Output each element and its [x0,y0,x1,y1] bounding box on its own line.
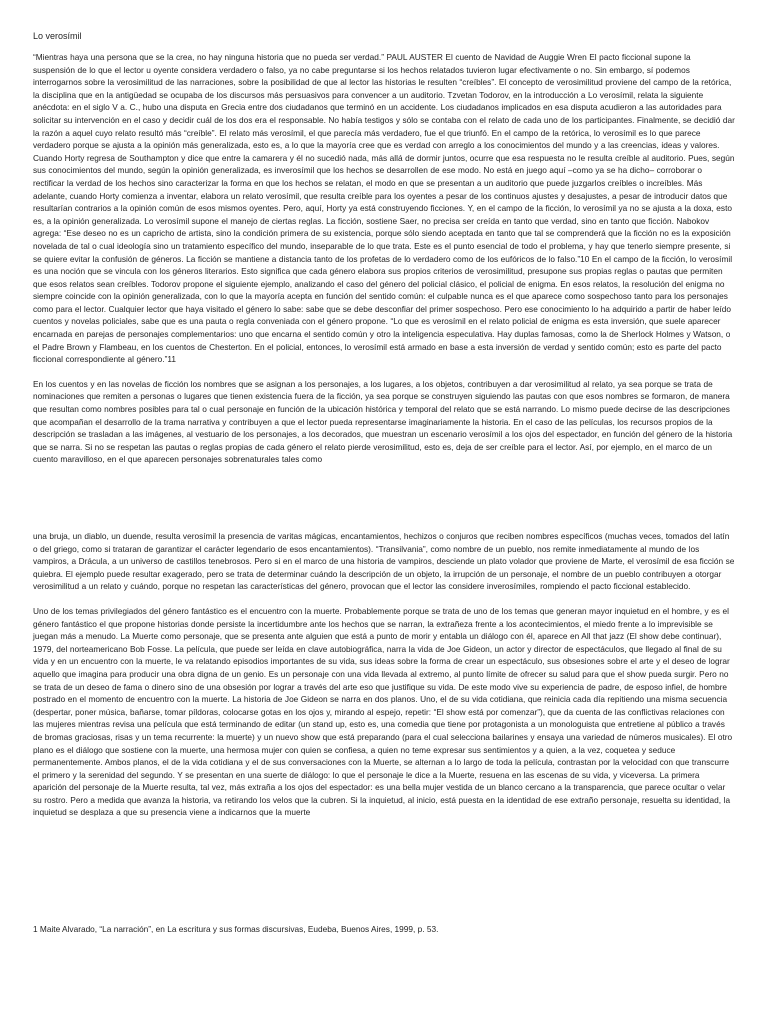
page-break-gap [33,478,735,530]
paragraph-verosimilitud-intro: “Mientras haya una persona que se la crea, no hay ninguna historia que no pueda ser verdad.” PAUL AUSTER El cuento de Navidad de Auggie Wren El pacto ficcional supone la suspensión de lo que el lector u oyente considera verdadero o falso, ya no cabe preguntarse si los hechos relatados tuvieron lugar efectivamente o no. Sin embargo, sí podemos interrogarnos sobre la verosimilitud de las narraciones, sobre la posibilidad de que al lector las historias le resulten “creíbles”. El concepto de verosimilitud proviene del campo de la retórica, la disciplina que en la antigüedad se ocupaba de los discursos más persuasivos para convencer a un auditorio. Tzvetan Todorov, en la introducción a Lo verosímil, relata la siguiente anécdota: en el siglo V a. C., hubo una disputa en Grecia entre dos ciudadanos que terminó en un accidente. Los ciudadanos implicados en esa disputa acudieron a las autoridades para solicitar su intervención en el caso y decidir cuál de los dos era el responsable. No había testigos y sólo se contaba con el relato de cada uno de los participantes. Finalmente, se decidió dar la razón a aquel cuyo relato resultó más “creíble”. El relato más verosímil, el que parecía más verdadero, fue el que triunfó. En el campo de la retórica, lo verosímil es lo que parece verdadero porque se ajusta a la opinión más generalizada, esto es, a lo que la mayoría cree que es verdad con arreglo a los conocimientos del mundo y a las creencias, ideas y valores. Cuando Horty regresa de Southampton y dice que entre la camarera y él no sucedió nada, más allá de dormir juntos, ocurre que esa respuesta no le resulta creíble al auditorio. Pues, según sus conocimientos del mundo, según la opinión generalizada, es inverosímil que los hechos se desarrollen de ese modo. No está en juego aquí –como ya se ha dicho– corroborar o rectificar la verdad de los hechos sino caracterizar la forma en que los hechos se relatan, el modo en que se presentan a un auditorio que puede juzgarlos creíbles o increíbles. Más adelante, cuando Horty comienza a inventar, elabora un relato verosímil, que resulta creíble para los oyentes a pesar de los continuos ajustes y desajustes, a pesar de introducir datos que resultarían contrarios a la opinión común de esos mismos oyentes. Pero, aquí, Horty ya está construyendo ficciones. Y, en el campo de la ficción, lo verosímil ya no se ajusta a la doxa, esto es, a la opinión generalizada. Lo verosímil supone el manejo de ciertas reglas. La ficción, sostiene Saer, no precisa ser creída en tanto que verdad, sino en tanto que ficción. Nabokov agrega: “Ese deseo no es un capricho de artista, sino la condición primera de su existencia, porque sólo siendo aceptada en tanto que tal se comprenderá que la ficción no es la exposición novelada de tal o cual ideología sino un tratamiento específico del mundo, inseparable de lo que trata. Este es el punto esencial de todo el problema, y hay que tenerlo siempre presente, si se quiere evitar la confusión de géneros. La ficción se mantiene a distancia tanto de los profetas de lo verdadero como de los eufóricos de lo falso.”10 En el campo de la ficción, lo verosímil es una noción que se vincula con los géneros literarios. Esto significa que cada género elabora sus propios criterios de verosimilitud, presupone sus propias reglas o pautas que permiten que esos relatos sean creíbles. Todorov propone el siguiente ejemplo, analizando el caso del género del policial clásico, el policial de enigma. En esos relatos, la resolución del enigma no siempre coincide con la opinión generalizada, con lo que la mayoría acepta en función del sentido común: el culpable nunca es el que aparece como sospechoso tanto para los personajes como para el lector. Cualquier lector que haya visitado el género lo sabe: sabe que se debe desconfiar del primer sospechoso. Pero ese conocimiento lo ha adquirido a partir de haber leído cuentos y novelas policiales, sabe que es una pauta o regla conveniada con el género propone. “Lo que es verosímil en el relato policial de enigma es esta inversión, que suele aparecer encarnada en parejas de personajes complementarios: uno que encarna el sentido común y otro la inteligencia especulativa. Hay duplas famosas, como la de Sherlock Holmes y Watson, o el Padre Brown y Flambeau, en los cuentos de Chesterton. En el policial, entonces, lo verosímil está armado en base a esta inversión de verdad y sentido común; esto es parte del pacto ficcional correspondiente al género.”11 [33,52,735,365]
document-title: Lo verosímil [33,31,82,41]
document-page [33,30,735,831]
paragraph-nombres-personajes: En los cuentos y en las novelas de ficción los nombres que se asignan a los personajes, a los lugares, a los objetos, contribuyen a dar verosimilitud al relato, ya sea porque se trata de nominaciones que remiten a personas o lugares que tienen existencia fuera de la ficción, ya sea porque se construyen siguiendo las pautas con que esos nombres se formaron, de manera que resultan como nombres posibles para tal o cual personaje en función de la ubicación histórica y temporal del relato que se está narrando. Lo mismo puede decirse de las descripciones que acompañan el desarrollo de la trama narrativa y contribuyen a que el lector pueda representarse imaginariamente la historia. En el caso de las películas, los recursos propios de la descripción se trasladan a las imágenes, al vestuario de los personajes, a los decorados, que muestran un escenario verosímil a los ojos del espectador, en función del género de la historia que se narra. Si no se respetan las pautas o reglas propias de cada género el relato pierde verosimilitud, esto es, deja de ser creíble para el lector. Así, por ejemplo, en el marco de un cuento maravilloso, en el que aparecen personajes sobrenaturales tales como [33,378,733,465]
paragraph-genero-fantastico: Uno de los temas privilegiados del género fantástico es el encuentro con la muerte. Probablemente porque se trata de uno de los temas que generan mayor inquietud en el hombre, y es el género fantástico el que propone historias donde persiste la incertidumbre ante los hechos que se narran, la extrañeza frente a los acontecimientos, el miedo frente a lo imprevisible se juegan más a menudo. La Muerte como personaje, que se presenta ante alguien que está a punto de morir y entabla un diálogo con él, aparece en All that jazz (El show debe continuar), 1979, del norteamericano Bob Fosse. La película, que puede ser leída en clave autobiográfica, narra la vida de Joe Gideon, un actor y director de espectáculos, que llegado al final de su vida y en un encuentro con la muerte, le va relatando episodios importantes de su vida, sus ideas sobre la forma de crear un espectáculo, sus obsesiones sobre el arte y el deseo de lograr aquello que imagina para producir una obra digna de un genio. Es un personaje con una vida llevada al extremo, al punto límite de ofrecer su salud para que el show pueda surgir. Pero no se trata de un deseo de fama o dinero sino de una obsesión por lograr a través del arte eso que justifique su vida. De este modo vive su experiencia de padre, de esposo infiel, de hombre postrado en el momento de encuentro con la muerte. La historia de Joe Gideon se narra en dos planos. Uno, el de su vida cotidiana, que reinicia cada día repitiendo una misma secuencia (despertar, poner música, bañarse, tomar píldoras, colocarse gotas en los ojos y, mirando al espejo, repetir: “El show está por comenzar”), que da cuenta de las conflictivas relaciones con las mujeres mientras revisa una película que está terminando de editar (un stand up, esto es, una comedia que tiene por protagonista a un monologuista que entretiene al público a través de bromas graciosas, risas y un tema recurrente: la muerte) y un nuevo show que está preparando (para el cual selecciona bailarines y ensaya una variedad de números musicales). El otro plano es el diálogo que sostiene con la muerte, una hermosa mujer con quien se confiesa, a quien no teme expresar sus sentimientos y a quien, a la vez, coquetea y seduce permanentemente. Ambos planos, el de la vida cotidiana y el de sus conversaciones con la Muerte, se alternan a lo largo de toda la película, contrastan por la velocidad con que transcurre el primero y la serenidad del segundo. Y se presentan en una suerte de diálogo: lo que el personaje le dice a la Muerte, resuena en las escenas de su vida, y viceversa. La primera aparición del personaje de la Muerte resulta, tal vez, más extraña a los ojos del espectador: es una bella mujer vestida de un blanco cercano a la transparencia, que parece ocultar o velar su rostro. Pero a medida que avanza la historia, va retirando los velos que la cubren. Si la inquietud, al inicio, está puesta en la identidad de ese extraño personaje, resuelta su identidad, la inquietud se desplaza a que su presencia viene a indicarnos que la muerte [33,605,733,818]
footnote: 1 Maite Alvarado, “La narración”, en La escritura y sus formas discursivas, Eudeba, Buenos Aires, 1999, p. 53. [33,924,439,934]
paragraph-cuento-maravilloso: una bruja, un diablo, un duende, resulta verosímil la presencia de varitas mágicas, encantamientos, hechizos o conjuros que reciben nombres específicos (muchas veces, tomados del latín o del griego, como si trataran de garantizar el carácter legendario de esos encantamientos). “Transilvania”, como nombre de un pueblo, nos remite inmediatamente al mundo de los vampiros, a Drácula, a un universo de castillos tenebrosos. Pero si en el marco de una historia de vampiros, desciende un plato volador que proviene de Marte, el verosímil de esa ficción se quiebra. El ejemplo puede resultar exagerado, pero se trata de determinar cuándo la descripción de un objeto, la irrupción de un personaje, el nombre de un pueblo contribuyen a otorgar verosimilitud a un relato y cuándo, porque no respetan las características del género, provocan que el lector las considere inverosímiles, rompiendo el pacto ficcional establecido. [33,531,735,592]
